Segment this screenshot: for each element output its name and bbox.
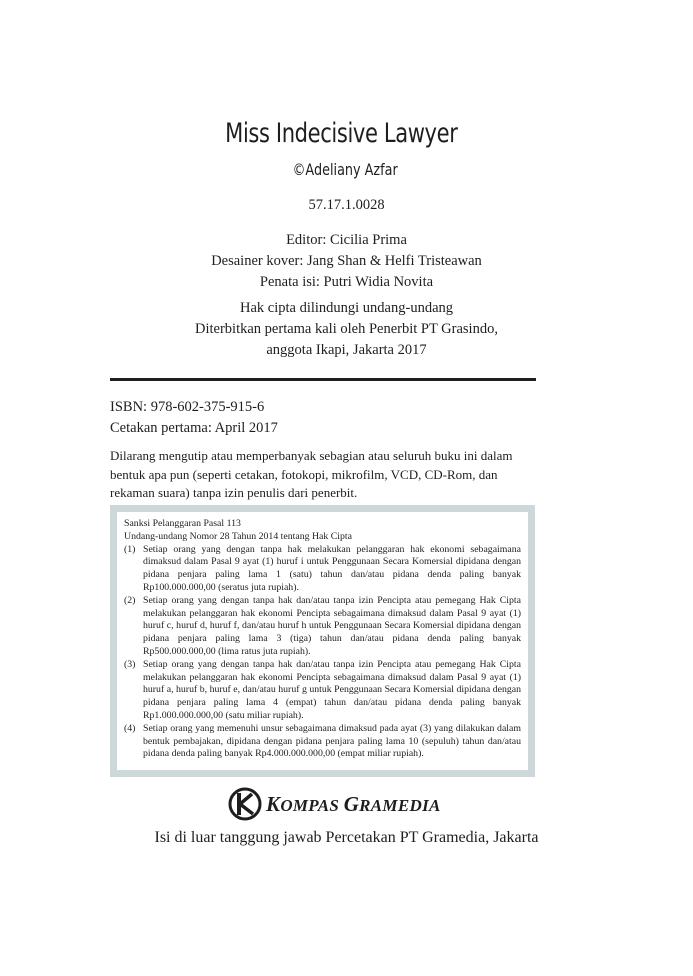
printer-disclaimer: Isi di luar tanggung jawab Percetakan PT Gramedia, Jakarta	[154, 829, 539, 846]
rights-line: Diterbitkan pertama kali oleh Penerbit PT Grasindo,	[195, 321, 498, 337]
sanction-item-text: Setiap orang yang dengan tanpa hak melakukan pelanggaran hak ekonomi sebagaimana dimaksud dalam Pasal 9 ayat (1) huruf i untuk Penggunaan Secara Komersial dipidana dengan pidana penjara paling lama 1 (satu) tahun dan/atau pidana denda paling banyak Rp100.000.000,00 (seratus juta rupiah).	[143, 543, 521, 593]
first-print-date: Cetakan pertama: April 2017	[110, 420, 278, 436]
sanction-item-number: (4)	[124, 722, 136, 734]
author-name: ©Adeliany Azfar	[292, 160, 398, 179]
credit-cover-designer: Desainer kover: Jang Shan & Helfi Tristeawan	[211, 253, 482, 269]
rights-line: anggota Ikapi, Jakarta 2017	[266, 342, 427, 358]
publisher-name: KOMPAS GRAMEDIA	[266, 791, 441, 816]
divider-rule	[110, 378, 536, 381]
kompas-gramedia-logo-icon	[228, 787, 262, 821]
publisher-logo	[228, 787, 441, 821]
book-title: Miss Indecisive Lawyer	[225, 118, 458, 149]
sanction-item	[124, 659, 521, 723]
sanction-heading: Sanksi Pelanggaran Pasal 113	[124, 518, 241, 529]
catalog-number: 57.17.1.0028	[308, 197, 385, 213]
sanction-content	[117, 512, 528, 770]
sanction-item	[124, 595, 521, 659]
credit-editor: Editor: Cicilia Prima	[286, 232, 407, 248]
credits-block	[0, 230, 693, 293]
sanction-item-text: Setiap orang yang dengan tanpa hak dan/atau tanpa izin Pencipta atau pemegang Hak Cipta melakukan pelanggaran hak ekonomi Pencipta sebagaimana dimaksud dalam Pasal 9 ayat (1) huruf a, huruf b, huruf e, dan/atau huruf g untuk Penggunaan Secara Komersial dipidana dengan pidana penjara paling lama 4 (empat) tahun dan/atau pidana denda paling banyak Rp1.000.000.000,00 (satu miliar rupiah).	[143, 658, 521, 721]
copy-notice: Dilarang mengutip atau memperbanyak sebagian atau seluruh buku ini dalam bentuk apa pun (seperti cetakan, fotokopi, mikrofilm, VCD, CD-Rom, dan rekaman suara) tanpa izin penulis dari penerbit.	[110, 448, 513, 500]
sanction-box	[110, 505, 535, 777]
sanction-item-number: (2)	[124, 594, 136, 606]
sanction-item	[124, 723, 521, 761]
credit-layout: Penata isi: Putri Widia Novita	[259, 274, 434, 290]
sanction-item-text: Setiap orang yang dengan tanpa hak dan/atau tanpa izin Pencipta atau pemegang Hak Cipta melakukan pelanggaran hak ekonomi Pencipta sebagaimana dimaksud dalam Pasal 9 ayat (1) huruf c, huruf d, huruf f, dan/atau huruf h untuk Penggunaan Secara Komersial dipidana dengan pidana penjara paling lama 3 (tiga) tahun dan/atau pidana denda paling banyak Rp500.000.000,00 (lima ratus juta rupiah).	[143, 594, 521, 657]
sanction-subheading: Undang-undang Nomor 28 Tahun 2014 tentang Hak Cipta	[124, 530, 352, 542]
sanction-item-number: (3)	[124, 658, 136, 670]
isbn: ISBN: 978-602-375-915-6	[110, 399, 265, 415]
isbn-block	[110, 397, 278, 439]
rights-line: Hak cipta dilindungi undang-undang	[239, 300, 454, 316]
sanction-item-text: Setiap orang yang memenuhi unsur sebagaimana dimaksud pada ayat (3) yang dilakukan dalam bentuk pembajakan, dipidana dengan pidana penjara paling lama 10 (sepuluh) tahun dan/atau pidana denda paling banyak Rp4.000.000.000,00 (empat miliar rupiah).	[143, 722, 521, 760]
sanction-item	[124, 544, 521, 595]
rights-block	[0, 298, 693, 361]
sanction-item-number: (1)	[124, 543, 136, 555]
